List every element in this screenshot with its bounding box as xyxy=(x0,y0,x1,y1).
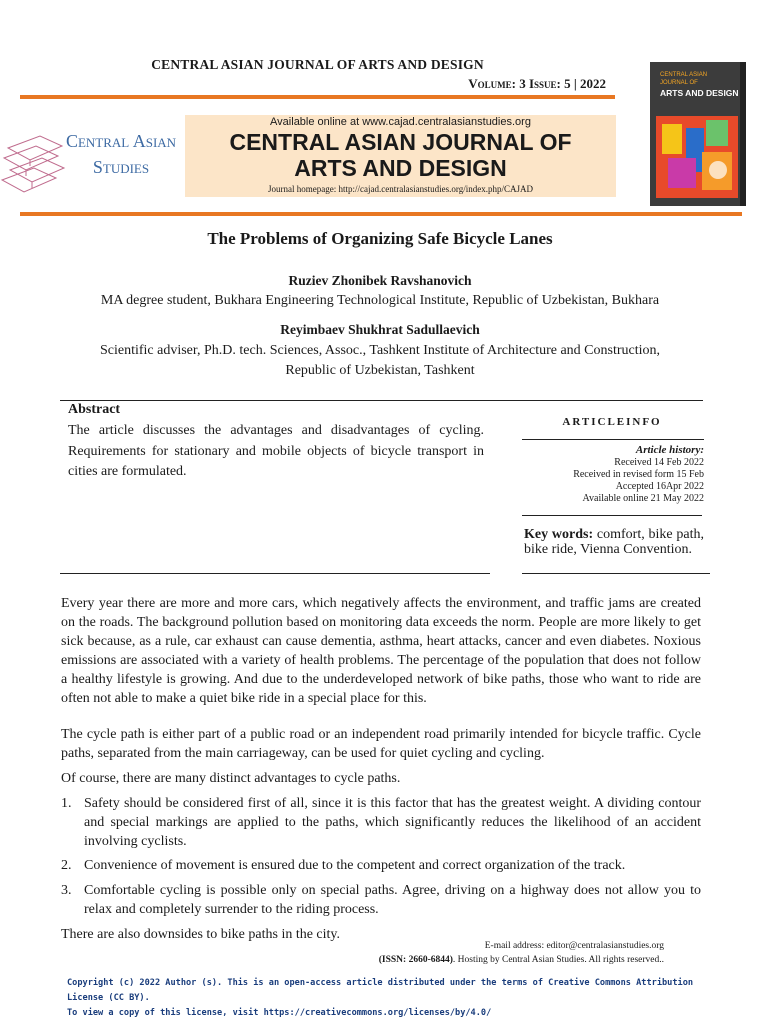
cover-line-2: JOURNAL OF xyxy=(660,80,698,86)
keywords-block xyxy=(524,527,704,557)
copyright-line-1: Copyright (c) 2022 Author (s). This is an open-access article distributed under the terms of Creative Commons Attribution License (CC BY). xyxy=(67,978,694,1003)
affiliation-2 xyxy=(40,341,720,381)
cover-line-1: CENTRAL ASIAN xyxy=(660,72,708,78)
cover-line-3: ARTS AND DESIGN xyxy=(660,88,739,98)
keywords-label: Key words: xyxy=(524,527,594,542)
copyright-line-2: To view a copy of this license, visit https://creativecommons.org/licenses/by/4.0/ xyxy=(67,1008,492,1018)
available-online-text: Available online at www.cajad.centralasianstudies.org xyxy=(270,116,531,128)
list-text: Safety should be considered first of all, since it is this factor that has the greatest weight. A dividing contour and special markings are applied to the paths, which significantly reduces the likelihood of an accident involving cyclists. xyxy=(84,796,701,849)
list-item xyxy=(61,881,701,919)
abstract-text: The article discusses the advantages and disadvantages of cycling. Requirements for stationary and mobile objects of bicycle transport in cities are formulated. xyxy=(68,423,484,479)
logo-line-2: Studies xyxy=(92,157,150,177)
journal-homepage: Journal homepage: http://cajad.centralasianstudies.org/index.php/CAJAD xyxy=(267,184,534,194)
body-paragraph-2: The cycle path is either part of a public road or an independent road primarily intended for bicycle traffic. Cycle paths, separated from the main carriageway, can be used for quiet cycling and cycling. xyxy=(61,727,701,761)
header-rule xyxy=(20,95,615,99)
abstract-heading: Abstract xyxy=(68,402,121,417)
logo-text xyxy=(56,128,186,180)
issn-number: (ISSN: 2660-6844) xyxy=(378,955,453,965)
body-paragraph-1: Every year there are more and more cars, which negatively affects the environment, and traffic jams are created on the roads. The background pollution based on monitoring data exceeds the norm. People are more likely to get sick because, as a rule, car exhaust can cause dementia, asthma, heart attacks, cancer and even diabetes. Noxious emissions are associated with a variety of health problems. The percentage of the population that does not follow a healthy lifestyle is growing. And due to the underdeveloped network of bike paths, those who want to ride are often not able to make a quiet bike ride in a special place for this. xyxy=(61,596,701,706)
copyright-notice xyxy=(67,976,717,1021)
abstract-bottom-rule xyxy=(60,573,490,574)
list-item xyxy=(61,856,701,875)
history-label: Article history: xyxy=(635,444,704,456)
issn-rest: . Hosting by Central Asian Studies. All rights reserved.. xyxy=(452,955,664,965)
body-paragraph-4: There are also downsides to bike paths in the city. xyxy=(61,927,341,942)
abstract-top-rule xyxy=(60,400,703,401)
affiliation-2-line-1: Scientific adviser, Ph.D. tech. Sciences, Assoc., Tashkent Institute of Architecture and Construction, xyxy=(99,343,661,358)
list-number: 3. xyxy=(61,883,72,898)
volume-issue-line: Volume: 3 Issue: 5 | 2022 xyxy=(468,76,606,91)
affiliation-2-line-2: Republic of Uzbekistan, Tashkent xyxy=(285,363,475,378)
journal-cover-image xyxy=(648,58,748,208)
logo-line-1: Central Asian xyxy=(65,131,177,151)
list-number: 1. xyxy=(61,796,72,811)
keywords-bottom-rule xyxy=(522,573,710,574)
footer-issn xyxy=(379,955,664,965)
article-info-heading: ARTICLEINFO xyxy=(562,416,662,428)
article-history xyxy=(522,444,704,505)
accepted-date: Accepted 16Apr 2022 xyxy=(615,481,704,492)
affiliation-1: MA degree student, Bukhara Engineering Technological Institute, Republic of Uzbekistan, Bukhara xyxy=(100,293,660,308)
available-date: Available online 21 May 2022 xyxy=(582,493,704,504)
author-1: Ruziev Zhonibek Ravshanovich xyxy=(288,273,472,288)
list-item xyxy=(61,794,701,851)
banner-title-line-1: CENTRAL ASIAN JOURNAL OF xyxy=(229,129,572,155)
banner-title-line-2: ARTS AND DESIGN xyxy=(294,155,507,181)
received-date: Received 14 Feb 2022 xyxy=(614,457,704,468)
list-text: Convenience of movement is ensured due to the competent and correct organization of the track. xyxy=(84,858,626,873)
article-info-rule xyxy=(522,439,704,440)
author-2: Reyimbaev Shukhrat Sadullaevich xyxy=(280,322,480,337)
history-bottom-rule xyxy=(522,515,702,516)
list-number: 2. xyxy=(61,858,72,873)
revised-date: Received in revised form 15 Feb xyxy=(573,469,704,480)
running-journal-title: CENTRAL ASIAN JOURNAL OF ARTS AND DESIGN xyxy=(151,57,484,72)
body-paragraph-3: Of course, there are many distinct advantages to cycle paths. xyxy=(61,771,401,786)
paper-title: The Problems of Organizing Safe Bicycle Lanes xyxy=(207,229,553,248)
list-text: Comfortable cycling is possible only on special paths. Agree, driving on a highway does not allow you to relax and completely surrender to the riding process. xyxy=(84,883,701,917)
banner-journal-title xyxy=(185,129,616,181)
header-bottom-rule xyxy=(20,212,742,216)
footer-email: E-mail address: editor@centralasianstudies.org xyxy=(484,941,664,951)
keywords-list: comfort, bike path, bike ride, Vienna Convention. xyxy=(524,527,704,557)
